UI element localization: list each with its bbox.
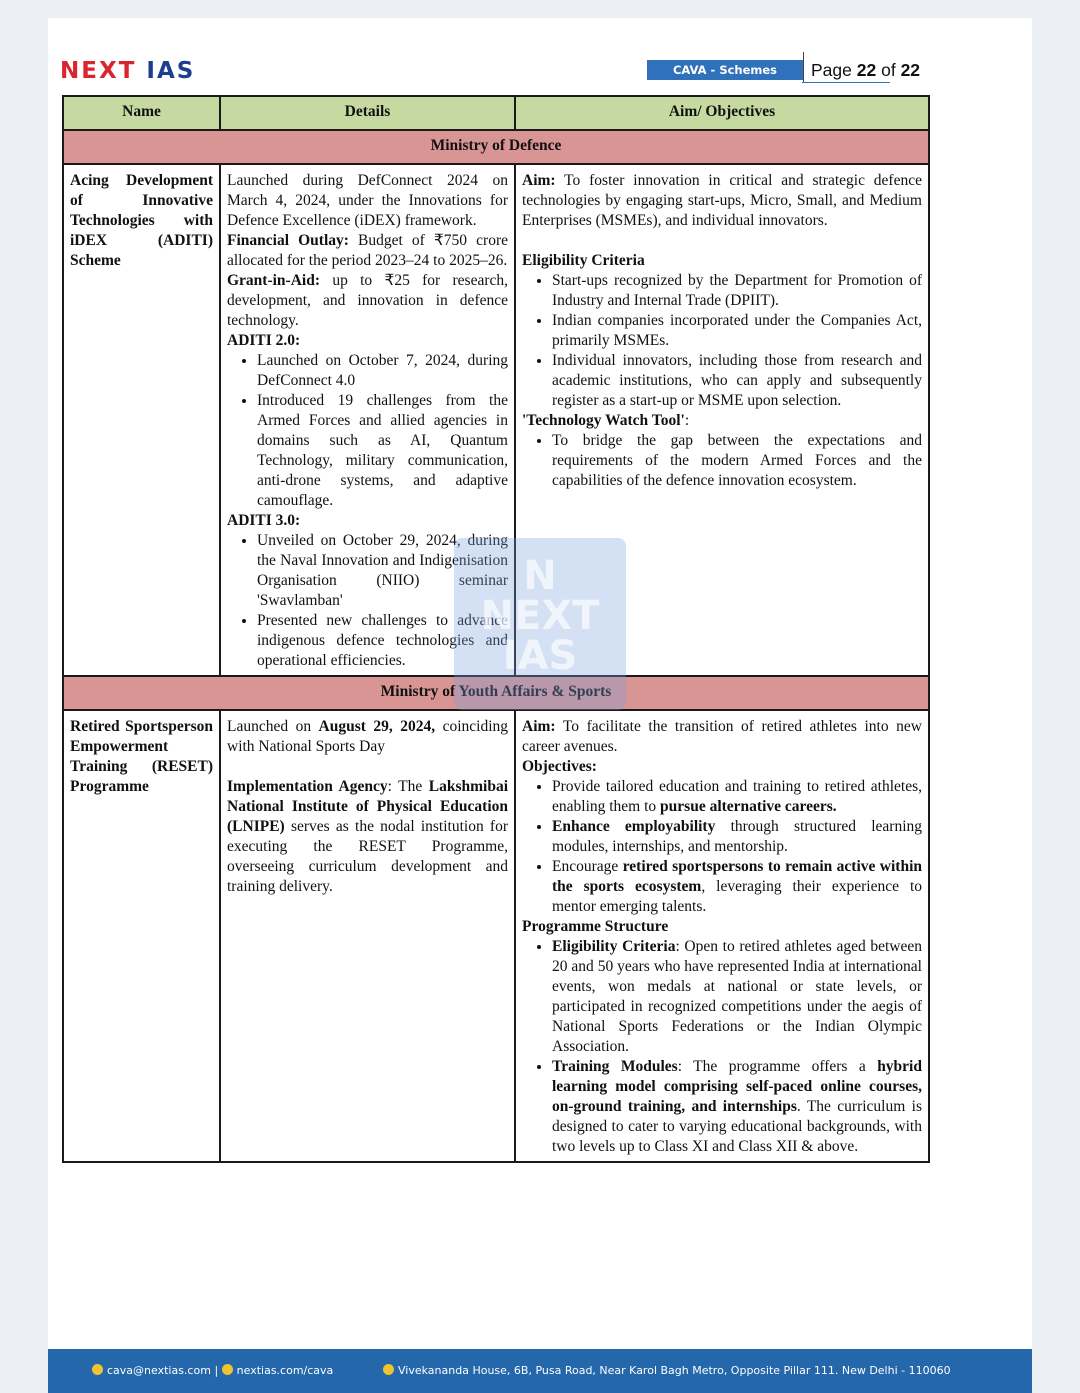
list-item: • To bridge the gap between the expectations and requirements of the modern Armed Forces and the capabilities of the defence innovation ecosystem. <box>552 431 922 491</box>
list-item: • Start-ups recognized by the Department for Promotion of Industry and Internal Trade (DPIIT). <box>552 271 922 311</box>
scheme-aims-aditi: Aim: To foster innovation in critical and strategic defence technologies by engaging start-ups, Micro, Small, and Medium Enterprises (MSMEs), and individual innovators. Eligibility Criteria • Start-ups recognized by the Department for Promotion of Industry and Internal Trade (DPIIT). • Indian companies incorporated under the Companies Act, primarily MSMEs. • Individual innovators, including those from research and academic institutions, who can apply and subsequently register as a start-up or MSME upon selection. 'Technology Watch Tool': • To bridge the gap between the expectations and requirements of the modern Armed Forces and the capabilities of the defence innovation ecosystem. <box>515 164 929 676</box>
location-pin-icon <box>383 1364 394 1375</box>
page-number: Page 22 of 22 <box>811 60 921 80</box>
tool-list <box>522 431 922 491</box>
logo-next: NEXT <box>60 58 137 84</box>
list-item: • Individual innovators, including those from research and academic institutions, who can apply and subsequently register as a start-up or MSME upon selection. <box>552 351 922 411</box>
list-item: • Unveiled on October 29, 2024, during the Naval Innovation and Indigenisation Organisation (NIIO) seminar 'Swavlamban' <box>257 531 508 611</box>
scheme-details-reset: Launched on August 29, 2024, coinciding with National Sports Day Implementation Agency: The Lakshmibai National Institute of Physical Education (LNIPE) serves as the nodal institution for executing the RESET Programme, overseeing curriculum development and training delivery. <box>220 710 515 1162</box>
footer-site[interactable]: nextias.com/cava <box>236 1364 334 1377</box>
section-title-sports: Ministry of Youth Affairs & Sports <box>63 676 929 710</box>
col-aims-header: Aim/ Objectives <box>515 96 929 130</box>
next-ias-logo <box>60 58 195 84</box>
globe-icon <box>222 1364 233 1375</box>
email-icon <box>92 1364 103 1375</box>
eligibility-list <box>522 271 922 411</box>
list-item: • Launched on October 7, 2024, during DefConnect 4.0 <box>257 351 508 391</box>
list-item: • Encourage retired sportspersons to remain active within the sports ecosystem, leveraging their experience to mentor emerging talents. <box>552 857 922 917</box>
scheme-details-aditi: Launched during DefConnect 2024 on March 4, 2024, under the Innovations for Defence Excellence (iDEX) framework. Financial Outlay: Budget of ₹750 crore allocated for the period 2023–24 to 2025–26. Grant-in-Aid: up to ₹25 for research, development, and innovation in defence technology. ADITI 2.0: • Launched on October 7, 2024, during DefConnect 4.0 • Introduced 19 challenges from the Armed Forces and allied agencies in domains such as AI, Quantum Technology, military communication, anti-drone systems, and adaptive camouflage. ADITI 3.0: • Unveiled on October 29, 2024, during the Naval Innovation and Indigenisation Organisation (NIIO) seminar 'Swavlamban' • Presented new challenges to advance indigenous defence technologies and operational efficiencies. <box>220 164 515 676</box>
section-row-defence <box>63 130 929 164</box>
scheme-name-aditi: Acing Development of Innovative Technologies with iDEX (ADITI) Scheme <box>63 164 220 676</box>
scheme-name-reset: Retired Sportsperson Empowerment Training (RESET) Programme <box>63 710 220 1162</box>
aditi2-list <box>227 351 508 511</box>
footer-email[interactable]: cava@nextias.com <box>107 1364 211 1377</box>
list-item: • Training Modules: The programme offers a hybrid learning model comprising self-paced online courses, on-ground training, and internships. The curriculum is designed to cater to varying educational backgrounds, with two levels up to Class XI and Class XII & above. <box>552 1057 922 1157</box>
table-row-reset <box>63 710 929 1162</box>
aditi-launch: Launched during DefConnect 2024 on March 4, 2024, under the Innovations for Defence Excellence (iDEX) framework. <box>227 172 508 229</box>
table-header-row <box>63 96 929 130</box>
list-item: • Enhance employability through structured learning modules, internships, and mentorship. <box>552 817 922 857</box>
structure-list <box>522 937 922 1157</box>
section-title-defence: Ministry of Defence <box>63 130 929 164</box>
document-tag: CAVA - Schemes <box>647 60 803 80</box>
col-name-header: Name <box>63 96 220 130</box>
col-details-header: Details <box>220 96 515 130</box>
scheme-aims-reset: Aim: To facilitate the transition of retired athletes into new career avenues. Objectives: • Provide tailored education and training to retired athletes, enabling them to pursue alternative careers. • Enhance employability through structured learning modules, internships, and mentorship. • Encourage retired sportspersons to remain active within the sports ecosystem, leveraging their experience to mentor emerging talents. Programme Structure • Eligibility Criteria: Open to retired athletes aged between 20 and 50 years who have represented India at international events, won medals at national or state levels, or participated in recognized competitions under the aegis of National Sports Federations or the Indian Olympic Association. • Training Modules: The programme offers a hybrid learning model comprising self-paced online courses, on-ground training, and internships. The curriculum is designed to cater to varying educational backgrounds, with two levels up to Class XI and Class XII & above. <box>515 710 929 1162</box>
list-item: • Introduced 19 challenges from the Armed Forces and allied agencies in domains such as AI, Quantum Technology, military communication, anti-drone systems, and adaptive camouflage. <box>257 391 508 511</box>
header-divider <box>803 52 804 82</box>
list-item: • Provide tailored education and training to retired athletes, enabling them to pursue alternative careers. <box>552 777 922 817</box>
footer-address: Vivekananda House, 6B, Pusa Road, Near Karol Bagh Metro, Opposite Pillar 111. New Delhi - 110060 <box>398 1364 951 1377</box>
header-underline <box>802 82 890 83</box>
logo-ias: IAS <box>146 58 196 84</box>
objectives-list <box>522 777 922 917</box>
list-item: • Eligibility Criteria: Open to retired athletes aged between 20 and 50 years who have represented India at international events, won medals at national or state levels, or participated in recognized competitions under the aegis of National Sports Federations or the Indian Olympic Association. <box>552 937 922 1057</box>
list-item: • Indian companies incorporated under the Companies Act, primarily MSMEs. <box>552 311 922 351</box>
watermark-logo: N NEXT IAS <box>454 538 626 710</box>
page-footer: cava@nextias.com | nextias.com/cava Vivekananda House, 6B, Pusa Road, Near Karol Bagh Metro, Opposite Pillar 111. New Delhi - 110060 <box>48 1349 1032 1393</box>
list-item: • Presented new challenges to advance indigenous defence technologies and operational efficiencies. <box>257 611 508 671</box>
